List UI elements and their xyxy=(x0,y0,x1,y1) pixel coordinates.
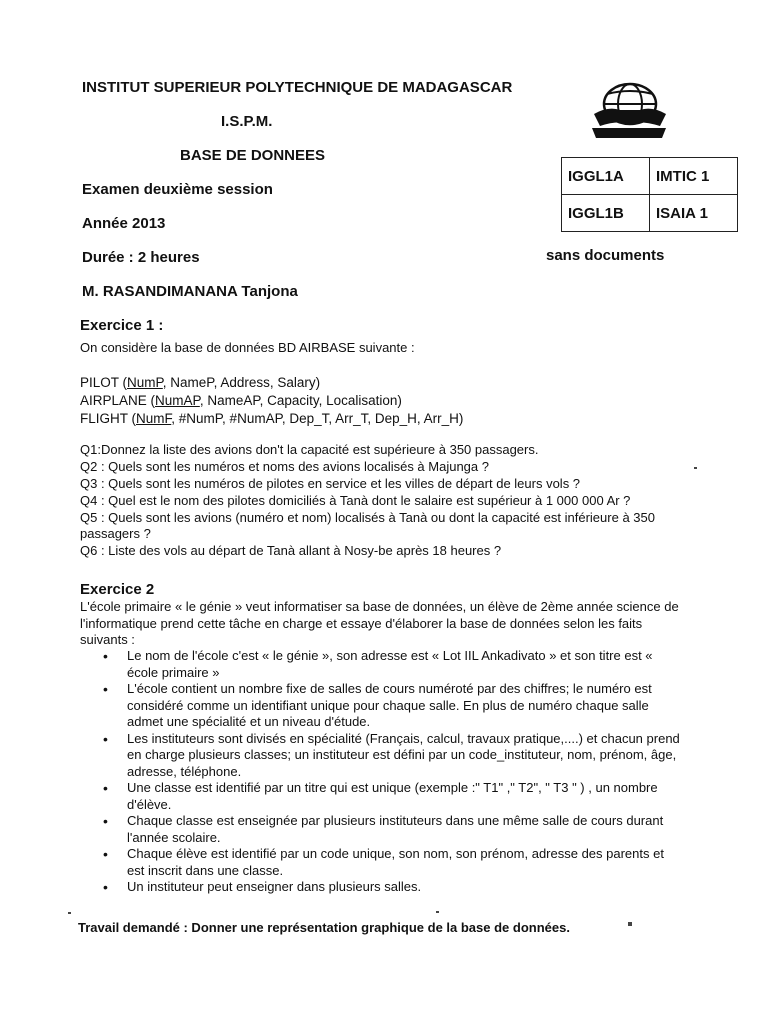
exercise-2-intro: L'école primaire « le génie » veut informatiser sa base de données, un élève de 2ème année science de l'informatique prend cette tâche en charge et essaye d'élaborer la base de données selon les faits suivants : xyxy=(80,599,679,647)
schema-name: FLIGHT ( xyxy=(80,411,137,426)
institute-name: INSTITUT SUPERIEUR POLYTECHNIQUE DE MADAGASCAR xyxy=(82,79,513,96)
list-item: • Un instituteur peut enseigner dans plusieurs salles. xyxy=(103,879,681,896)
schema-name: PILOT ( xyxy=(80,375,128,390)
class-cell: IMTIC 1 xyxy=(650,158,738,195)
question-4: Q4 : Quel est le nom des pilotes domiciliés à Tanà dont le salaire est supérieur à 1 000 000 Ar ? xyxy=(80,493,631,508)
list-item: • Chaque classe est enseignée par plusieurs instituteurs dans une même salle de cours durant l'année scolaire. xyxy=(103,813,681,846)
question-3: Q3 : Quels sont les numéros de pilotes en service et les villes de départ de leurs vols ? xyxy=(80,476,581,491)
list-item: • Chaque élève est identifié par un code unique, son nom, son prénom, adresse des parents et est inscrit dans une classe. xyxy=(103,846,681,879)
list-item: • Le nom de l'école c'est « le génie », son adresse est « Lot IIL Ankadivato » et son titre est « école primaire » xyxy=(103,648,681,681)
class-cell: ISAIA 1 xyxy=(650,195,738,232)
institute-logo xyxy=(590,80,668,142)
exam-year: Année 2013 xyxy=(82,215,166,232)
list-item: • Les instituteurs sont divisés en spécialité (Français, calcul, travaux pratique,....) et chacun prend en charge plusieurs classes; un instituteur est défini par un code_instituteur, nom, prénom, âge, adresse, téléphone. xyxy=(103,731,681,781)
schema-pilot xyxy=(80,375,320,390)
question-6: Q6 : Liste des vols au départ de Tanà allant à Nosy-be après 18 heures ? xyxy=(80,543,502,558)
primary-key: NumAP xyxy=(155,393,200,408)
class-cell: IGGL1B xyxy=(562,195,650,232)
institute-acronym: I.S.P.M. xyxy=(221,113,273,130)
schema-attributes: , NameAP, Capacity, Localisation) xyxy=(199,393,402,408)
schema-name: AIRPLANE ( xyxy=(80,393,156,408)
exam-session: Examen deuxième session xyxy=(82,181,273,198)
schema-flight xyxy=(80,411,463,426)
scan-speck xyxy=(628,922,632,926)
schema-airplane xyxy=(80,393,402,408)
no-documents-note: sans documents xyxy=(546,247,665,264)
facts-list xyxy=(103,648,681,896)
scan-speck xyxy=(436,911,439,913)
teacher-name: M. RASANDIMANANA Tanjona xyxy=(82,283,298,300)
class-cell: IGGL1A xyxy=(562,158,650,195)
scan-speck xyxy=(694,467,697,469)
exam-duration: Durée : 2 heures xyxy=(82,249,200,266)
primary-key: NumP xyxy=(127,375,163,390)
subject-title: BASE DE DONNEES xyxy=(180,147,326,164)
question-5: Q5 : Quels sont les avions (numéro et nom) localisés à Tanà ou dont la capacité est inférieure à 350 xyxy=(80,510,655,525)
question-1: Q1:Donnez la liste des avions don't la capacité est supérieure à 350 passagers. xyxy=(80,442,539,457)
primary-key: NumF xyxy=(136,411,172,426)
exercise-2-title: Exercice 2 xyxy=(80,581,155,598)
exercise-1-intro: On considère la base de données BD AIRBASE suivante : xyxy=(80,340,415,355)
scan-speck xyxy=(68,912,71,914)
question-2: Q2 : Quels sont les numéros et noms des avions localisés à Majunga ? xyxy=(80,459,489,474)
schema-attributes: , NameP, Address, Salary) xyxy=(162,375,321,390)
list-item: • L'école contient un nombre fixe de salles de cours numéroté par des chiffres; le numéro est considéré comme un identifiant unique pour chaque salle. En plus de numéro chaque salle admet une spécialité et un niveau d'étude. xyxy=(103,681,681,731)
schema-attributes: , #NumP, #NumAP, Dep_T, Arr_T, Dep_H, Arr_H) xyxy=(171,411,464,426)
list-item: • Une classe est identifié par un titre qui est unique (exemple :" T1" ," T2", " T3 " ) , un nombre d'élève. xyxy=(103,780,681,813)
exercise-1-title: Exercice 1 : xyxy=(80,317,164,334)
class-groups-table xyxy=(561,157,738,232)
task-statement: Travail demandé : Donner une représentation graphique de la base de données. xyxy=(78,920,570,935)
question-5-continued: passagers ? xyxy=(80,526,151,541)
